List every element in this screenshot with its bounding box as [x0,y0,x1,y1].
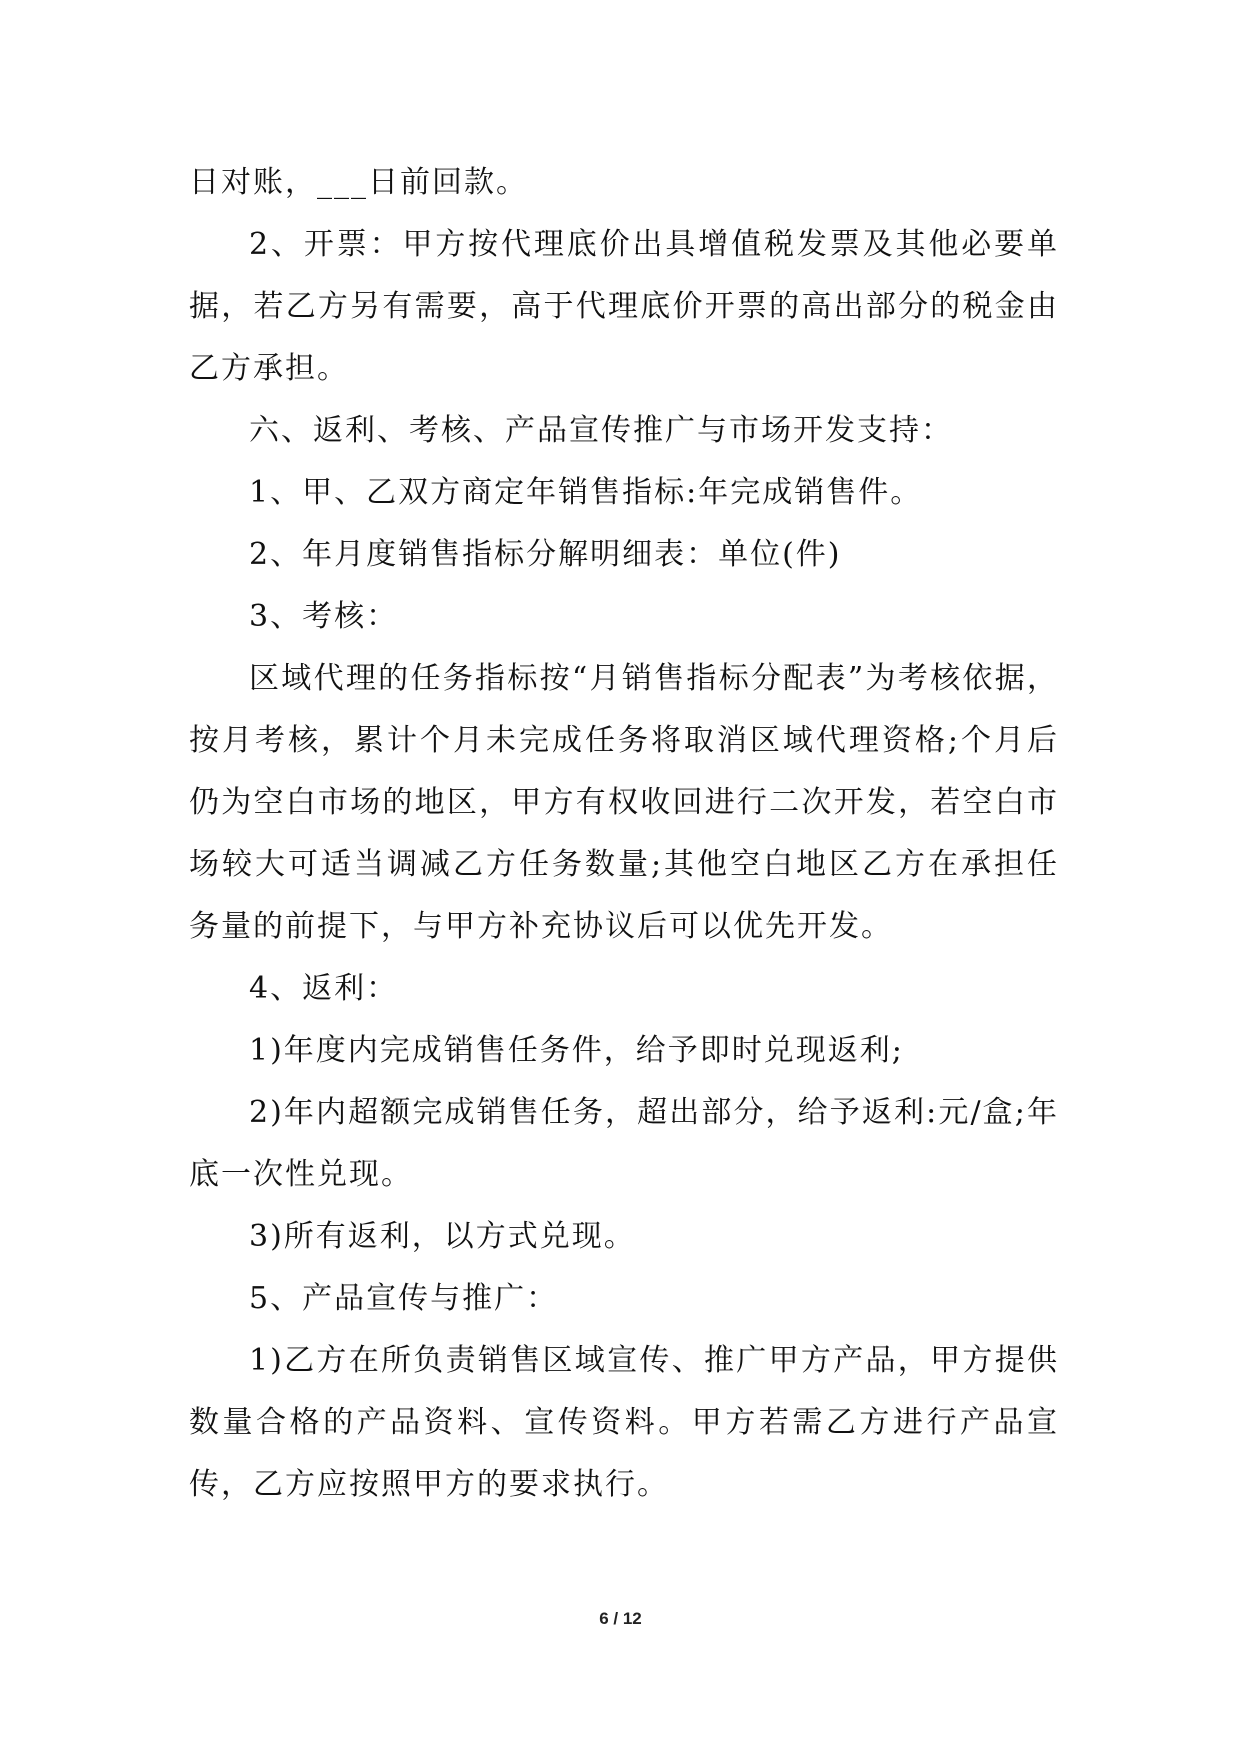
paragraph-13: 1)乙方在所负责销售区域宣传、推广甲方产品，甲方提供数量合格的产品资料、宣传资料。甲方若需乙方进行产品宣传，乙方应按照甲方的要求执行。 [189,1343,1059,1502]
paragraph-9: 1)年度内完成销售任务件，给予即时兑现返利; [249,1033,904,1068]
paragraph-11: 3)所有返利，以方式兑现。 [249,1219,636,1254]
paragraph-4: 1、甲、乙双方商定年销售指标:年完成销售件。 [249,475,923,510]
paragraph-3: 六、返利、考核、产品宣传推广与市场开发支持： [249,413,953,448]
paragraph-1: 日对账，___日前回款。 [189,165,528,200]
paragraph-8: 4、返利： [249,971,399,1006]
paragraph-12: 5、产品宣传与推广： [249,1281,559,1316]
page-number: 6 / 12 [599,1609,642,1628]
document-body [189,152,1059,1516]
paragraph-10: 2)年内超额完成销售任务，超出部分，给予返利:元/盒;年底一次性兑现。 [189,1095,1059,1192]
paragraph-2: 2、开票：甲方按代理底价出具增值税发票及其他必要单据，若乙方另有需要，高于代理底价开票的高出部分的税金由乙方承担。 [189,227,1059,386]
paragraph-5: 2、年月度销售指标分解明细表：单位(件) [249,537,842,572]
paragraph-7: 区域代理的任务指标按“月销售指标分配表”为考核依据，按月考核，累计个月未完成任务将取消区域代理资格;个月后仍为空白市场的地区，甲方有权收回进行二次开发，若空白市场较大可适当调减乙方任务数量;其他空白地区乙方在承担任务量的前提下，与甲方补充协议后可以优先开发。 [189,661,1059,944]
paragraph-6: 3、考核： [249,599,399,634]
